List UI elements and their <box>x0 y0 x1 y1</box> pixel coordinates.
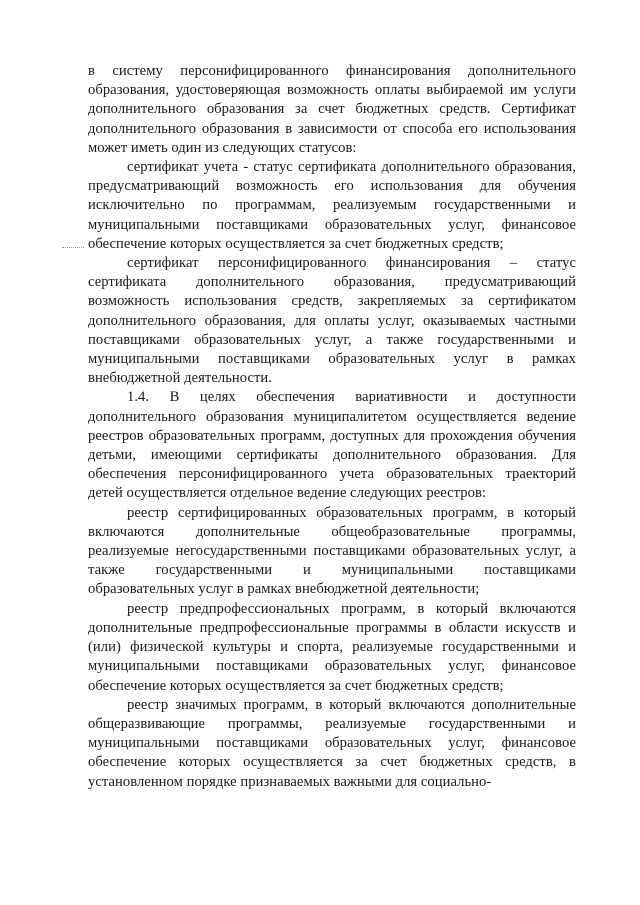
paragraph-significant-programs-registry: реестр значимых программ, в который включаются дополнительные общеразвивающие программы, реализуемые государственными и муниципальными поставщиками образовательных услуг, финансовое обеспечение которых осуществляется за счет бюджетных средств, в установленном порядке признаваемых важными для социально- <box>88 696 576 790</box>
scan-artifact <box>62 247 84 249</box>
paragraph-personified-certificate: сертификат персонифицированного финансирования – статус сертификата дополнительного образования, предусматривающий возможность использования средств, закрепляемых за сертификатом дополнительного образования, для оплаты услуг, оказываемых частными поставщиками образовательных услуг, а также государственными и муниципальными поставщиками образовательных услуг в рамках внебюджетной деятельности. <box>88 255 576 387</box>
paragraph-preprofessional-registry: реестр предпрофессиональных программ, в который включаются дополнительные предпрофессиональные программы в области искусств и (или) физической культуры и спорта, реализуемые государственными и муниципальными поставщиками образовательных услуг, финансовое обеспечение которых осуществляется за счет бюджетных средств; <box>88 600 576 694</box>
paragraph-section-1-4: 1.4. В целях обеспечения вариативности и доступности дополнительного образования муниципалитетом осуществляется ведение реестров образовательных программ, доступных для прохождения обучения детьми, имеющими сертификаты дополнительного образования. Для обеспечения персонифицированного учета образовательных траекторий детей осуществляется отдельное ведение следующих реестров: <box>88 389 576 502</box>
paragraph-certificate-definition: в систему персонифицированного финансирования дополнительного образования, удостоверяющая возможность оплаты выбираемой им услуги дополнительного образования за счет бюджетных средств. Сертификат дополнительного образования в зависимости от способа его использования может иметь один из следующих статусов: <box>88 63 576 156</box>
paragraph-certified-programs-registry: реестр сертифицированных образовательных программ, в который включаются дополнительные общеобразовательные программы, реализуемые негосударственными поставщиками образовательных услуг, а также государственными и муниципальными поставщиками образовательных услуг в рамках внебюджетной деятельности; <box>88 504 576 598</box>
paragraph-accounting-certificate: сертификат учета - статус сертификата дополнительного образования, предусматривающий возможность его использования для обучения исключительно по программам, реализуемым государственными и муниципальными поставщиками образовательных услуг, финансовое обеспечение которых осуществляется за счет бюджетных средств; <box>88 159 576 252</box>
